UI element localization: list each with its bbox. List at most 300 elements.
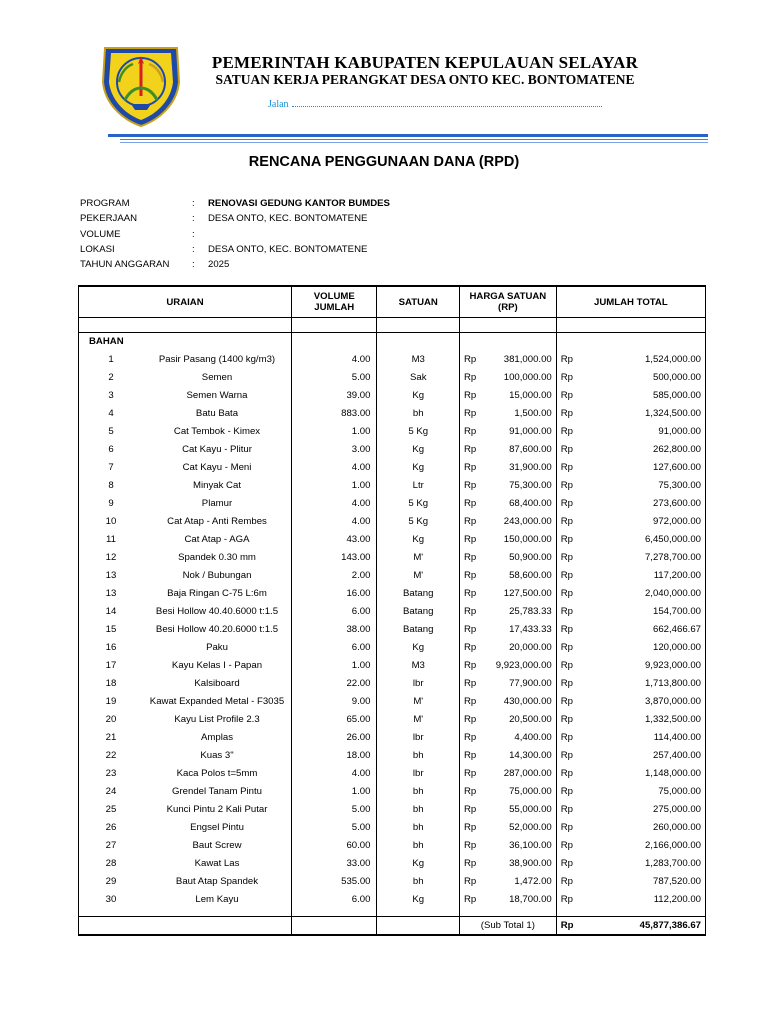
item-unit: lbr (377, 764, 460, 782)
price-value: 127,500.00 (503, 587, 552, 599)
total-value: 275,000.00 (652, 803, 701, 815)
currency-label: Rp (560, 641, 574, 653)
item-volume: 143.00 (292, 548, 377, 566)
price-value: 9,923,000.00 (495, 659, 552, 671)
item-volume: 60.00 (292, 836, 377, 854)
item-name: Batu Bata (195, 407, 239, 419)
currency-label: Rp (463, 785, 477, 797)
item-price (459, 656, 556, 674)
item-total (556, 350, 705, 368)
total-value: 1,713,800.00 (644, 677, 701, 689)
item-price (459, 404, 556, 422)
subtotal-row (79, 917, 706, 936)
currency-label: Rp (463, 533, 477, 545)
total-value: 585,000.00 (652, 389, 701, 401)
item-volume: 3.00 (292, 440, 377, 458)
total-value: 120,000.00 (652, 641, 701, 653)
table-row (79, 476, 706, 494)
item-unit: lbr (377, 674, 460, 692)
item-name: Grendel Tanam Pintu (172, 785, 262, 797)
table-row (79, 548, 706, 566)
item-number: 1 (108, 353, 114, 365)
info-program: PROGRAM : RENOVASI GEDUNG KANTOR BUMDES (80, 198, 390, 209)
item-name: Kaca Polos t=5mm (176, 767, 258, 779)
info-volume: VOLUME : (80, 228, 195, 240)
total-value: 787,520.00 (652, 875, 701, 887)
item-volume: 6.00 (292, 890, 377, 908)
item-volume: 1.00 (292, 476, 377, 494)
item-total (556, 746, 705, 764)
item-volume: 5.00 (292, 368, 377, 386)
currency-label: Rp (560, 749, 574, 761)
item-description (79, 800, 292, 818)
currency-label: Rp (560, 821, 574, 833)
item-unit: 5 Kg (377, 422, 460, 440)
price-value: 14,300.00 (509, 749, 552, 761)
total-value: 75,000.00 (658, 785, 701, 797)
table-row (79, 728, 706, 746)
item-price (459, 602, 556, 620)
item-volume: 883.00 (292, 404, 377, 422)
item-number: 12 (105, 551, 117, 563)
item-number: 5 (108, 425, 114, 437)
item-price (459, 440, 556, 458)
price-value: 75,000.00 (509, 785, 552, 797)
item-description (79, 764, 292, 782)
info-pekerjaan: PEKERJAAN : DESA ONTO, KEC. BONTOMATENE (80, 213, 368, 225)
total-value: 91,000.00 (658, 425, 701, 437)
item-unit: Kg (377, 458, 460, 476)
table-row (79, 530, 706, 548)
item-unit: Batang (377, 584, 460, 602)
item-price (459, 710, 556, 728)
item-price (459, 854, 556, 872)
item-name: Cat Atap - Anti Rembes (167, 515, 267, 527)
price-value: 150,000.00 (503, 533, 552, 545)
item-number: 10 (105, 515, 117, 527)
item-name: Pasir Pasang (1400 kg/m3) (158, 353, 276, 365)
item-total (556, 620, 705, 638)
item-description (79, 728, 292, 746)
price-value: 1,472.00 (514, 875, 552, 887)
currency-label: Rp (560, 731, 574, 743)
price-value: 77,900.00 (509, 677, 552, 689)
item-price (459, 620, 556, 638)
item-total (556, 494, 705, 512)
item-unit: 5 Kg (377, 494, 460, 512)
item-number: 20 (105, 713, 117, 725)
currency-label: Rp (560, 425, 574, 437)
item-total (556, 674, 705, 692)
currency-label: Rp (560, 893, 574, 905)
currency-label: Rp (560, 533, 574, 545)
currency-label: Rp (560, 677, 574, 689)
subtotal-label: (Sub Total 1) (459, 917, 556, 936)
price-value: 91,000.00 (509, 425, 552, 437)
item-description (79, 602, 292, 620)
total-value: 257,400.00 (652, 749, 701, 761)
item-total (556, 782, 705, 800)
item-price (459, 530, 556, 548)
currency-label: Rp (560, 371, 574, 383)
total-value: 6,450,000.00 (644, 533, 701, 545)
item-price (459, 890, 556, 908)
item-description (79, 638, 292, 656)
item-name: Minyak Cat (193, 479, 241, 491)
item-price (459, 638, 556, 656)
item-name: Kuas 3" (200, 749, 234, 761)
item-price (459, 674, 556, 692)
total-value: 500,000.00 (652, 371, 701, 383)
currency-label: Rp (463, 749, 477, 761)
item-description (79, 368, 292, 386)
item-unit: M' (377, 566, 460, 584)
table-row (79, 440, 706, 458)
item-price (459, 386, 556, 404)
currency-label: Rp (560, 857, 574, 869)
info-tahun-anggaran: TAHUN ANGGARAN : 2025 (80, 259, 230, 271)
price-value: 31,900.00 (509, 461, 552, 473)
item-price (459, 566, 556, 584)
currency-label: Rp (463, 389, 477, 401)
total-value: 112,200.00 (653, 893, 701, 905)
item-volume: 4.00 (292, 458, 377, 476)
table-row (79, 458, 706, 476)
price-value: 75,300.00 (509, 479, 552, 491)
header-rule-thin (120, 139, 708, 140)
currency-label: Rp (560, 461, 574, 473)
table-row (79, 782, 706, 800)
item-name: Kayu Kelas I - Papan (171, 659, 263, 671)
table-row (79, 350, 706, 368)
item-number: 30 (105, 893, 117, 905)
item-unit: Batang (377, 620, 460, 638)
item-price (459, 764, 556, 782)
item-volume: 4.00 (292, 764, 377, 782)
currency-label: Rp (560, 587, 574, 599)
item-unit: M3 (377, 350, 460, 368)
table-row (79, 800, 706, 818)
item-name: Kunci Pintu 2 Kali Putar (166, 803, 268, 815)
item-total (556, 800, 705, 818)
total-value: 1,332,500.00 (644, 713, 701, 725)
price-value: 17,433.33 (509, 623, 552, 635)
item-unit: bh (377, 800, 460, 818)
currency-label: Rp (560, 659, 574, 671)
item-unit: Kg (377, 890, 460, 908)
item-name: Baut Screw (192, 839, 242, 851)
item-price (459, 350, 556, 368)
item-price (459, 746, 556, 764)
item-number: 23 (105, 767, 117, 779)
total-value: 117,200.00 (653, 569, 701, 581)
item-total (556, 458, 705, 476)
currency-label: Rp (560, 407, 574, 419)
currency-label: Rp (463, 695, 477, 707)
address-label: Jalan (268, 99, 289, 110)
item-total (556, 422, 705, 440)
item-unit: bh (377, 404, 460, 422)
currency-label: Rp (463, 623, 477, 635)
item-description (79, 458, 292, 476)
currency-label: Rp (463, 677, 477, 689)
item-unit: Sak (377, 368, 460, 386)
item-name: Cat Atap - AGA (184, 533, 250, 545)
item-number: 17 (105, 659, 117, 671)
item-number: 8 (108, 479, 114, 491)
item-name: Plamur (201, 497, 233, 509)
item-name: Paku (206, 641, 228, 653)
item-total (556, 476, 705, 494)
document-title: RENCANA PENGGUNAAN DANA (RPD) (248, 154, 520, 170)
item-volume: 43.00 (292, 530, 377, 548)
currency-label: Rp (463, 371, 477, 383)
item-total (556, 530, 705, 548)
item-price (459, 728, 556, 746)
price-value: 243,000.00 (503, 515, 552, 527)
item-number: 14 (105, 605, 117, 617)
item-total (556, 584, 705, 602)
item-volume: 5.00 (292, 800, 377, 818)
table-row (79, 746, 706, 764)
item-volume: 4.00 (292, 494, 377, 512)
price-value: 68,400.00 (509, 497, 552, 509)
currency-label: Rp (463, 479, 477, 491)
item-number: 21 (105, 731, 117, 743)
header-volume: VOLUME JUMLAH (292, 286, 377, 318)
item-name: Kawat Las (194, 857, 240, 869)
currency-label: Rp (560, 389, 574, 401)
total-value: 154,700.00 (652, 605, 701, 617)
subtotal-amount (556, 917, 705, 936)
item-price (459, 512, 556, 530)
header-jumlah: JUMLAH TOTAL (556, 286, 705, 318)
item-number: 6 (108, 443, 114, 455)
item-number: 13 (105, 587, 117, 599)
item-volume: 2.00 (292, 566, 377, 584)
item-unit: M3 (377, 656, 460, 674)
item-volume: 26.00 (292, 728, 377, 746)
currency-label: Rp (463, 839, 477, 851)
item-unit: bh (377, 872, 460, 890)
header-harga: HARGA SATUAN (RP) (459, 286, 556, 318)
currency-label: Rp (463, 497, 477, 509)
item-unit: bh (377, 746, 460, 764)
currency-label: Rp (463, 767, 477, 779)
table-row (79, 710, 706, 728)
item-volume: 4.00 (292, 512, 377, 530)
item-volume: 38.00 (292, 620, 377, 638)
price-value: 20,500.00 (509, 713, 552, 725)
currency-label: Rp (463, 893, 477, 905)
item-description (79, 350, 292, 368)
currency-label: Rp (463, 461, 477, 473)
currency-label: Rp (463, 425, 477, 437)
item-description (79, 854, 292, 872)
item-name: Lem Kayu (195, 893, 239, 905)
total-value: 1,148,000.00 (644, 767, 701, 779)
currency-label: Rp (560, 785, 574, 797)
item-volume: 4.00 (292, 350, 377, 368)
item-total (556, 368, 705, 386)
item-volume: 9.00 (292, 692, 377, 710)
currency-label: Rp (560, 839, 574, 851)
table-row (79, 368, 706, 386)
currency-label: Rp (463, 407, 477, 419)
item-unit: Kg (377, 440, 460, 458)
item-total (556, 548, 705, 566)
table-row (79, 566, 706, 584)
currency-label: Rp (560, 353, 574, 365)
total-value: 262,800.00 (652, 443, 701, 455)
item-total (556, 602, 705, 620)
item-volume: 39.00 (292, 386, 377, 404)
item-description (79, 404, 292, 422)
currency-label: Rp (560, 695, 574, 707)
item-unit: bh (377, 836, 460, 854)
currency-label: Rp (463, 551, 477, 563)
currency-label: Rp (560, 497, 574, 509)
price-value: 430,000.00 (503, 695, 552, 707)
currency-label: Rp (463, 569, 477, 581)
item-number: 15 (105, 623, 117, 635)
price-value: 38,900.00 (509, 857, 552, 869)
item-number: 4 (108, 407, 114, 419)
price-value: 15,000.00 (509, 389, 552, 401)
section-row (79, 333, 706, 351)
item-volume: 1.00 (292, 782, 377, 800)
item-total (556, 836, 705, 854)
item-total (556, 872, 705, 890)
item-unit: M' (377, 710, 460, 728)
currency-label: Rp (463, 515, 477, 527)
table-row (79, 854, 706, 872)
item-name: Besi Hollow 40.20.6000 t:1.5 (155, 623, 279, 635)
item-name: Semen (201, 371, 233, 383)
item-name: Baut Atap Spandek (175, 875, 259, 887)
item-name: Cat Kayu - Meni (182, 461, 252, 473)
item-price (459, 782, 556, 800)
item-name: Cat Tembok - Kimex (173, 425, 261, 437)
item-price (459, 476, 556, 494)
total-value: 9,923,000.00 (644, 659, 701, 671)
price-value: 55,000.00 (509, 803, 552, 815)
item-volume: 6.00 (292, 602, 377, 620)
currency-label: Rp (463, 731, 477, 743)
item-total (556, 890, 705, 908)
item-number: 2 (108, 371, 114, 383)
price-value: 50,900.00 (509, 551, 552, 563)
currency-label: Rp (463, 659, 477, 671)
price-value: 87,600.00 (509, 443, 552, 455)
price-value: 4,400.00 (514, 731, 552, 743)
currency-label: Rp (560, 767, 574, 779)
currency-label: Rp (560, 569, 574, 581)
item-volume: 1.00 (292, 656, 377, 674)
item-total (556, 854, 705, 872)
price-value: 36,100.00 (509, 839, 552, 851)
item-volume: 5.00 (292, 818, 377, 836)
item-name: Baja Ringan C-75 L:6m (167, 587, 267, 599)
currency-label: Rp (463, 803, 477, 815)
total-value: 972,000.00 (652, 515, 701, 527)
item-price (459, 458, 556, 476)
currency-label: Rp (463, 587, 477, 599)
currency-label: Rp (463, 875, 477, 887)
price-value: 58,600.00 (509, 569, 552, 581)
currency-label: Rp (560, 875, 574, 887)
item-unit: Kg (377, 530, 460, 548)
item-description (79, 422, 292, 440)
item-unit: Batang (377, 602, 460, 620)
item-total (556, 692, 705, 710)
total-value: 3,870,000.00 (644, 695, 701, 707)
item-description (79, 710, 292, 728)
table-header (79, 286, 706, 318)
item-unit: Kg (377, 854, 460, 872)
price-value: 20,000.00 (509, 641, 552, 653)
item-price (459, 368, 556, 386)
price-value: 287,000.00 (503, 767, 552, 779)
currency-label: Rp (560, 920, 574, 931)
item-price (459, 872, 556, 890)
item-unit: bh (377, 782, 460, 800)
item-total (556, 818, 705, 836)
currency-label: Rp (463, 641, 477, 653)
item-number: 24 (105, 785, 117, 797)
currency-label: Rp (560, 479, 574, 491)
item-unit: bh (377, 818, 460, 836)
table-row (79, 404, 706, 422)
info-lokasi: LOKASI : DESA ONTO, KEC. BONTOMATENE (80, 243, 368, 255)
item-volume: 22.00 (292, 674, 377, 692)
item-price (459, 836, 556, 854)
total-value: 127,600.00 (652, 461, 701, 473)
currency-label: Rp (560, 803, 574, 815)
item-description (79, 566, 292, 584)
item-description (79, 386, 292, 404)
item-total (556, 638, 705, 656)
item-description (79, 530, 292, 548)
total-value: 75,300.00 (658, 479, 701, 491)
item-total (556, 440, 705, 458)
budget-table (78, 285, 706, 936)
table-row (79, 692, 706, 710)
price-value: 1,500.00 (514, 407, 552, 419)
section-label: BAHAN (79, 333, 292, 351)
currency-label: Rp (560, 551, 574, 563)
government-name: PEMERINTAH KABUPATEN KEPULAUAN SELAYAR (211, 53, 639, 72)
item-description (79, 674, 292, 692)
table-row (79, 674, 706, 692)
item-price (459, 800, 556, 818)
subtotal-value: 45,877,386.67 (639, 920, 701, 931)
item-number: 22 (105, 749, 117, 761)
item-description (79, 584, 292, 602)
total-value: 662,466.67 (652, 623, 701, 635)
item-price (459, 584, 556, 602)
item-total (556, 566, 705, 584)
item-description (79, 872, 292, 890)
header-satuan: SATUAN (377, 286, 460, 318)
item-unit: lbr (377, 728, 460, 746)
item-name: Kalsiboard (194, 677, 240, 689)
price-value: 25,783.33 (509, 605, 552, 617)
item-number: 29 (105, 875, 117, 887)
header-rule-thick (108, 134, 708, 137)
item-name: Amplas (201, 731, 233, 743)
total-value: 7,278,700.00 (644, 551, 701, 563)
